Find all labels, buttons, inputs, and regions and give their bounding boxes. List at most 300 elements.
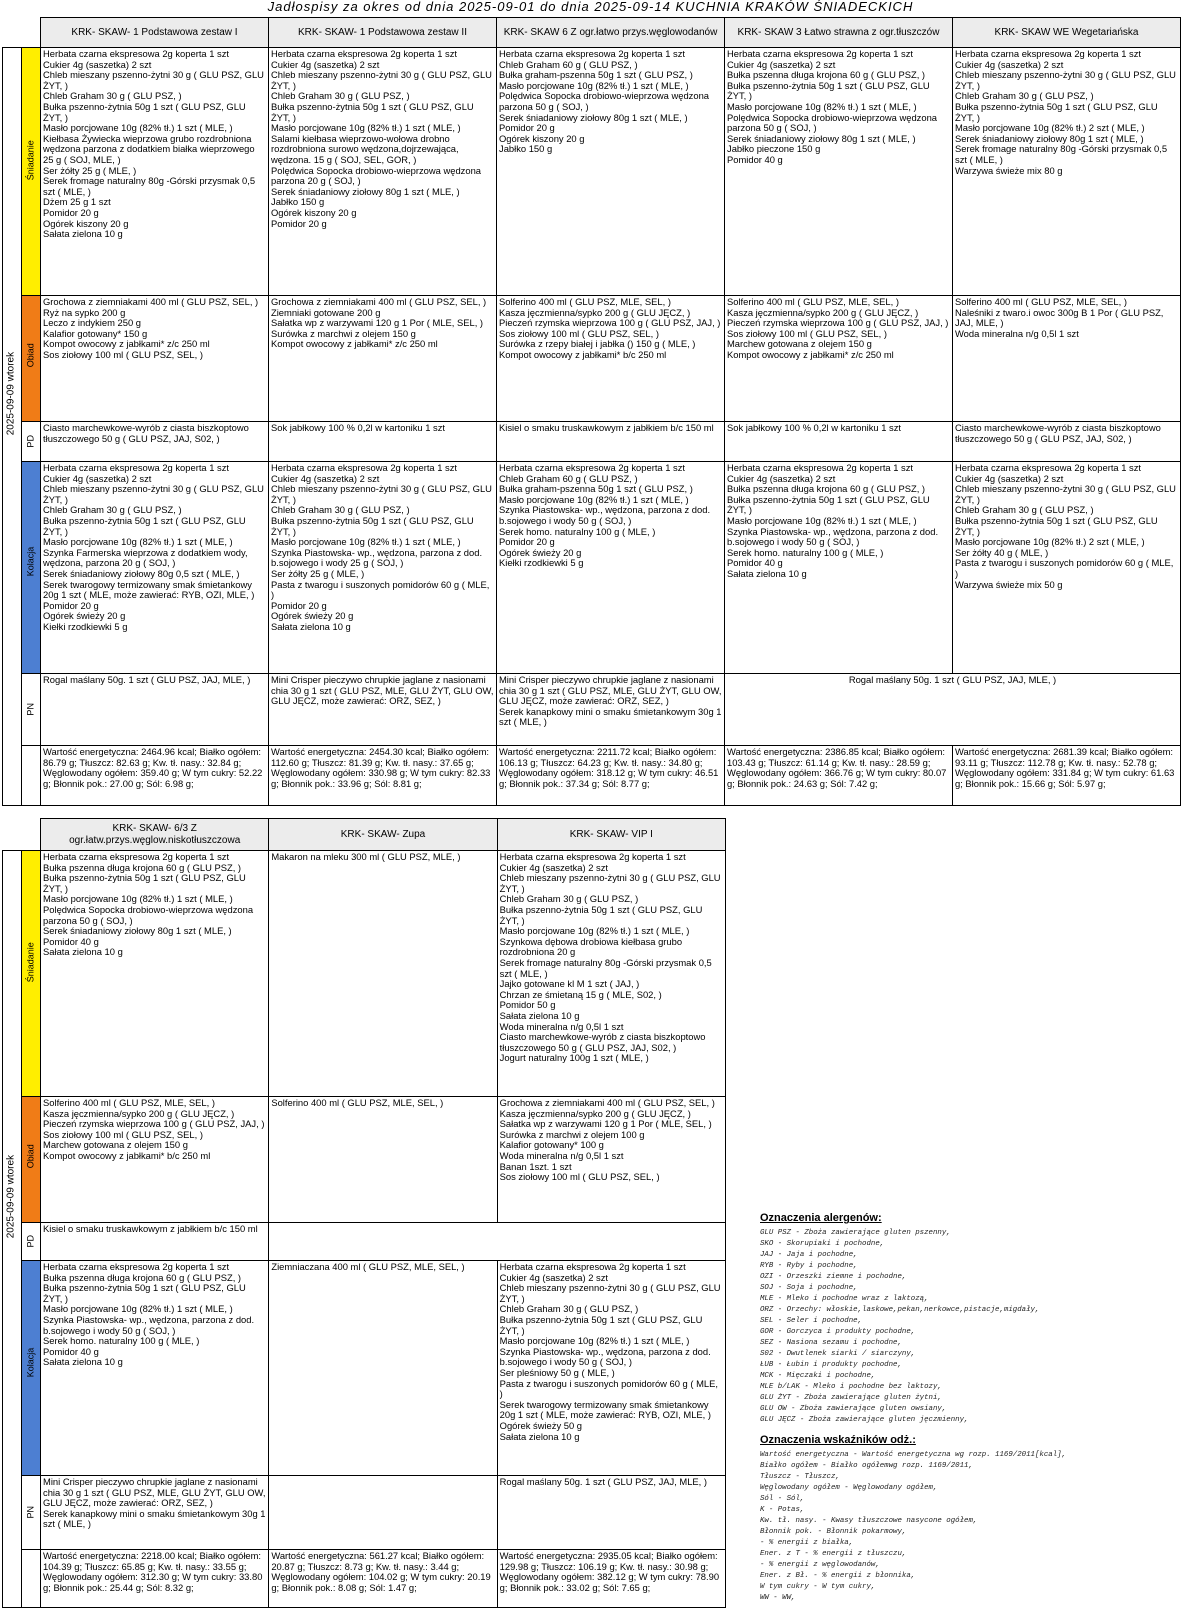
menu-item: Serek homo. naturalny 100 g ( MLE, ) bbox=[727, 546, 884, 558]
menu-item: Grochowa z ziemniakami 400 ml ( GLU PSZ, SEL, ) bbox=[271, 296, 487, 307]
menu-cell bbox=[41, 296, 269, 422]
menu-item: Masło porcjowane 10g (82% tł.) 2 szt ( MLE, ) bbox=[955, 122, 1145, 134]
meal-label-kolacja: Kolacja bbox=[22, 1261, 41, 1476]
menu-item: Cukier 4g (saszetka) 2 szt bbox=[499, 1271, 609, 1283]
nutrition-row bbox=[3, 746, 1181, 806]
menu-cell bbox=[725, 462, 953, 674]
menu-item: Salami kiełbasa wieprzowo-wołowa drobno rozdrobniona surowo wędzona,dojrzewająca, wędzona. 15 g ( SOJ, SEL, GOR, ) bbox=[271, 132, 459, 165]
menu-item: Polędwica Sopocka drobiowo-wieprzowa wędzona parzona 50 g ( SOJ, ) bbox=[727, 111, 938, 134]
menu-item: Ogórek kiszony 20 g bbox=[271, 206, 357, 218]
allergen-line: SOJ - Soja i pochodne, bbox=[760, 1284, 858, 1292]
menu-item: Ogórek kiszony 20 g bbox=[43, 217, 129, 229]
menu-item: Kalafior gotowany* 150 g bbox=[43, 327, 148, 339]
legend bbox=[760, 1212, 1180, 1604]
menu-item: Polędwica Sopocka drobiowo-wieprzowa wędzona parzona 20 g ( SOJ, ) bbox=[271, 164, 482, 187]
menu-cell bbox=[497, 296, 725, 422]
menu-item: Herbata czarna ekspresowa 2g koperta 1 szt bbox=[43, 1261, 230, 1272]
menu-item: Bułka pszenno-żytnia 50g 1 szt ( GLU PSZ, GLU ŻYT, ) bbox=[271, 514, 474, 537]
menu-item: Sos ziołowy 100 ml ( GLU PSZ, SEL, ) bbox=[499, 1171, 660, 1183]
allergen-line: GLU ŻYT - Zboża zawierające gluten żytni, bbox=[760, 1394, 942, 1402]
indicator-line: Kw. tł. nasy. - Kwasy tłuszczowe nasycone ogółem, bbox=[760, 1517, 978, 1525]
menu-item: Chleb Graham 30 g ( GLU PSZ, ) bbox=[271, 90, 410, 102]
menu-item: Woda mineralna n/g 0,5l 1 szt bbox=[955, 327, 1079, 339]
menu-cell bbox=[725, 674, 1181, 746]
indicator-line: Ener. z Bł. - % energii z błonnika, bbox=[760, 1572, 916, 1580]
menu-item: Sos ziołowy 100 ml ( GLU PSZ, SEL, ) bbox=[499, 327, 659, 339]
menu-item: Chleb mieszany pszenno-żytni 30 g ( GLU PSZ, GLU ŻYT, ) bbox=[955, 483, 1176, 505]
menu-item: Bułka pszenno-żytnia 50g 1 szt ( GLU PSZ, GLU ŻYT, ) bbox=[43, 100, 246, 123]
menu-item: Kasza jęczmienna/sypko 200 g ( GLU JĘCZ, ) bbox=[499, 1107, 691, 1119]
menu-cell bbox=[953, 462, 1181, 674]
menu-item: Herbata czarna ekspresowa 2g koperta 1 szt bbox=[43, 851, 230, 862]
menu-item: Jogurt naturalny 100g 1 szt ( MLE, ) bbox=[499, 1052, 649, 1064]
allergen-line: MCK - Mięczaki i pochodne, bbox=[760, 1372, 876, 1380]
menu-item: Masło porcjowane 10g (82% tł.) 2 szt ( MLE, ) bbox=[955, 536, 1145, 548]
menu-item: Ogórek świeży 20 g bbox=[43, 610, 126, 622]
menu-item: Jabłko 150 g bbox=[271, 196, 325, 208]
menu-item: Surówka z marchwi z olejem 100 g bbox=[499, 1128, 645, 1140]
meal-label-pn: PN bbox=[22, 674, 41, 746]
menu-item: Serek fromage naturalny 80g -Górski przysmak 0,5 szt ( MLE, ) bbox=[955, 143, 1168, 165]
menu-item: Pomidor 20 g bbox=[271, 599, 327, 611]
menu-item: Sałata zielona 10 g bbox=[727, 567, 807, 579]
indicator-line: Białko ogółem - Białko ogółemwg rozp. 1169/2011, bbox=[760, 1462, 973, 1470]
menu-item: Bułka pszenno-żytnia 50g 1 szt ( GLU PSZ, GLU ŻYT, ) bbox=[727, 493, 930, 516]
indicator-line: K - Potas, bbox=[760, 1506, 805, 1514]
menu-cell bbox=[41, 674, 269, 746]
menu-item: Herbata czarna ekspresowa 2g koperta 1 szt bbox=[499, 851, 686, 862]
menu-item: Solferino 400 ml ( GLU PSZ, MLE, SEL, ) bbox=[955, 296, 1127, 307]
meal-row-kolacja bbox=[3, 462, 1181, 674]
allergen-line: JAJ - Jaja i pochodne, bbox=[760, 1251, 858, 1259]
menu-item: Bułka pszenno-żytnia 50g 1 szt ( GLU PSZ, GLU ŻYT, ) bbox=[727, 79, 930, 102]
menu-cell bbox=[269, 296, 497, 422]
menu-item: Serek twarogowy termizowany smak śmietankowy 20g 1 szt ( MLE, może zawierać: RYB, OZI, MLE, ) bbox=[499, 1398, 712, 1421]
menu-cell bbox=[41, 422, 269, 462]
allergen-line: MLE - Mleko i pochodne wraz z laktozą, bbox=[760, 1295, 929, 1303]
nutrition-summary: Wartość energetyczna: 2681.39 kcal; Białko ogółem: 93.11 g; Tłuszcz: 112.78 g; Kw. tł. nasy.: 52.78 g; Węglowodany ogółem: 331.84 g; W tym cukry: 61.63 g; Błonnik pok.: 15.66 g; Sól: 5.97 g; bbox=[953, 746, 1181, 806]
menu-item: Ciasto marchewkowe-wyrób z ciasta biszkoptowo tłuszczowego 50 g ( GLU PSZ, JAJ, S02, ) bbox=[43, 422, 249, 444]
indicator-line: Sól - Sól, bbox=[760, 1495, 805, 1503]
menu-item: Masło porcjowane 10g (82% tł.) 1 szt ( MLE, ) bbox=[43, 536, 233, 548]
menu-item: Bułka pszenno-żytnia 50g 1 szt ( GLU PSZ, GLU ŻYT, ) bbox=[43, 1282, 246, 1304]
allergen-line: SEZ - Nasiona sezamu i pochodne, bbox=[760, 1339, 902, 1347]
meal-label-pd: PD bbox=[22, 1223, 41, 1261]
menu-item: Warzywa świeże mix 80 g bbox=[955, 164, 1063, 176]
menu-cell bbox=[497, 1476, 725, 1550]
diet-header: KRK- SKAW- VIP I bbox=[497, 819, 725, 851]
menu-item: Masło porcjowane 10g (82% tł.) 1 szt ( MLE, ) bbox=[499, 493, 689, 505]
menu-item: Solferino 400 ml ( GLU PSZ, MLE, SEL, ) bbox=[499, 296, 671, 307]
menu-item: Szynka Piastowska- wp., wędzona, parzona z dod. b.sojowego i wody 50 g ( SOJ, ) bbox=[727, 525, 939, 548]
meal-label-obiad: Obiad bbox=[22, 296, 41, 422]
menu-item: Cukier 4g (saszetka) 2 szt bbox=[955, 58, 1064, 70]
menu-item: Ciasto marchewkowe-wyrób z ciasta biszkoptowo tłuszczowego 50 g ( GLU PSZ, JAJ, S02, ) bbox=[499, 1031, 706, 1053]
indicators-legend-title: Oznaczenia wskaźników odż.: bbox=[760, 1434, 916, 1446]
diet-header: KRK- SKAW 3 Łatwo strawna z ogr.tłuszczów bbox=[725, 18, 953, 48]
menu-item: Marchew gotowana z olejem 150 g bbox=[43, 1139, 188, 1151]
menu-item: Kisiel o smaku truskawkowym z jabłkiem b/c 150 ml bbox=[499, 422, 714, 433]
menu-item: Naleśniki z twaro.i owoc 300g B 1 Por ( GLU PSZ, JAJ, MLE, ) bbox=[955, 306, 1164, 329]
menu-item: Serek homo. naturalny 100 g ( MLE, ) bbox=[499, 525, 656, 537]
menu-item: Bułka pszenno-żytnia 50g 1 szt ( GLU PSZ, GLU ŻYT, ) bbox=[955, 514, 1158, 537]
meal-row-pd bbox=[3, 422, 1181, 462]
menu-item: Szynka Piastowska- wp., wędzona, parzona z dod. b.sojowego i wody 50 g ( SOJ, ) bbox=[43, 1313, 255, 1336]
allergen-line: GLU OW - Zboża zawierające gluten owsiany, bbox=[760, 1405, 947, 1413]
menu-cell bbox=[269, 674, 497, 746]
meal-label-kolacja: Kolacja bbox=[22, 462, 41, 674]
menu-item: Herbata czarna ekspresowa 2g koperta 1 szt bbox=[955, 462, 1142, 473]
menu-cell bbox=[497, 422, 725, 462]
allergen-line: S02 - Dwutlenek siarki / siarczyny, bbox=[760, 1350, 916, 1358]
menu-item: Sałata zielona 10 g bbox=[43, 1356, 123, 1368]
menu-item: Chleb mieszany pszenno-żytni 30 g ( GLU PSZ, GLU ŻYT, ) bbox=[43, 483, 264, 505]
menu-item: Herbata czarna ekspresowa 2g koperta 1 szt bbox=[499, 462, 686, 473]
menu-item: Pieczeń rzymska wieprzowa 100 g ( GLU PSZ, JAJ, ) bbox=[727, 317, 949, 329]
menu-item: Serek kanapkowy mini o smaku śmietankowym 30g 1 szt ( MLE, ) bbox=[43, 1507, 266, 1530]
indicator-line: Ener. z T - % energii z tłuszczu, bbox=[760, 1550, 907, 1558]
menu-item: Szynka Piastowska- wp., wędzona, parzona z dod. b.sojowego i wody 50 g ( SOJ, ) bbox=[499, 1345, 711, 1368]
menu-item: Pomidor 20 g bbox=[43, 206, 99, 218]
menu-item: Ser żółty 25 g ( MLE, ) bbox=[43, 164, 137, 176]
menu-item: Herbata czarna ekspresowa 2g koperta 1 szt bbox=[271, 48, 458, 59]
menu-item: Herbata czarna ekspresowa 2g koperta 1 szt bbox=[43, 462, 230, 473]
menu-item: Szynka Piastowska- wp., wędzona, parzona z dod. b.sojowego i wody 25 g ( SOJ, ) bbox=[271, 546, 483, 569]
menu-item: Sos ziołowy 100 ml ( GLU PSZ, SEL, ) bbox=[43, 1128, 203, 1140]
allergen-line: GLU JĘCZ - Zboża zawierające gluten jęczmienny, bbox=[760, 1416, 969, 1424]
menu-item: Sos ziołowy 100 ml ( GLU PSZ, SEL, ) bbox=[43, 348, 203, 360]
menu-item: Pomidor 20 g bbox=[43, 599, 99, 611]
menu-item: Pomidor 40 g bbox=[727, 153, 783, 165]
menu-item: Grochowa z ziemniakami 400 ml ( GLU PSZ, SEL, ) bbox=[499, 1097, 715, 1108]
diet-header: KRK- SKAW- 1 Podstawowa zestaw II bbox=[269, 18, 497, 48]
menu-item: Kasza jęczmienna/sypko 200 g ( GLU JĘCZ, ) bbox=[727, 306, 919, 318]
menu-cell bbox=[41, 1223, 269, 1261]
menu-item: Herbata czarna ekspresowa 2g koperta 1 szt bbox=[727, 462, 914, 473]
meal-row-sniadanie bbox=[3, 48, 1181, 296]
diet-header: KRK- SKAW 6 Z ogr.łatwo przys.węglowodanów bbox=[497, 18, 725, 48]
menu-item: Chleb Graham 30 g ( GLU PSZ, ) bbox=[43, 504, 182, 516]
menu-item: Szynka Farmerska wieprzowa z dodatkiem wody, wędzona, parzona 20 g ( SOJ, ) bbox=[43, 546, 248, 569]
menu-item: Mini Crisper pieczywo chrupkie jaglane z nasionami chia 30 g 1 szt ( GLU PSZ, MLE, GLU ŻYT, GLU OW, GLU JĘCZ, może zawierać: ORZ, SEZ, ) bbox=[271, 674, 494, 707]
menu-item: Rogal maślany 50g. 1 szt ( GLU PSZ, JAJ, MLE, ) bbox=[848, 674, 1057, 685]
allergen-line: SEL - Seler i pochodne, bbox=[760, 1317, 863, 1325]
menu-item: Herbata czarna ekspresowa 2g koperta 1 szt bbox=[499, 1261, 686, 1272]
menu-item: Kalafior gotowany* 100 g bbox=[499, 1139, 604, 1151]
menu-item: Leczo z indykiem 250 g bbox=[43, 317, 141, 329]
menu-item: Sok jabłkowy 100 % 0,2l w kartoniku 1 szt bbox=[727, 422, 902, 433]
menu-item: Polędwica Sopocka drobiowo-wieprzowa wędzona parzona 50 g ( SOJ, ) bbox=[43, 903, 254, 926]
menu-item: Bułka pszenna długa krojona 60 g ( GLU PSZ, ) bbox=[727, 69, 926, 81]
menu-cell bbox=[41, 1476, 269, 1550]
menu-item: Pomidor 50 g bbox=[499, 999, 556, 1011]
nutrition-summary: Wartość energetyczna: 561.27 kcal; Białko ogółem: 20.87 g; Tłuszcz: 8.73 g; Kw. tł. nasy.: 3.44 g; Węglowodany ogółem: 104.02 g; W tym cukry: 20.19 g; Błonnik pok.: 8.08 g; Sól: 1.47 g; bbox=[269, 1550, 497, 1608]
menu-table-2 bbox=[2, 818, 726, 1608]
menu-item: Sałatka wp z warzywami 120 g 1 Por ( MLE, SEL, ) bbox=[499, 1118, 712, 1130]
menu-cell bbox=[41, 1097, 269, 1223]
menu-item: Pomidor 40 g bbox=[43, 935, 99, 947]
menu-item: Serek śniadaniowy ziołowy 80g 0,5 szt ( MLE, ) bbox=[43, 567, 240, 579]
menu-item: Herbata czarna ekspresowa 2g koperta 1 szt bbox=[955, 48, 1142, 59]
menu-item: Warzywa świeże mix 50 g bbox=[955, 578, 1063, 590]
allergen-line: ŁUB - Łubin i produkty pochodne, bbox=[760, 1361, 902, 1369]
allergen-line: RYB - Ryby i pochodne, bbox=[760, 1262, 858, 1270]
menu-item: Solferino 400 ml ( GLU PSZ, MLE, SEL, ) bbox=[43, 1097, 215, 1108]
menu-item: Pomidor 40 g bbox=[43, 1345, 99, 1357]
menu-item: Ogórek świeży 20 g bbox=[499, 546, 582, 558]
menu-item: Herbata czarna ekspresowa 2g koperta 1 szt bbox=[271, 462, 458, 473]
menu-item: Dżem 25 g 1 szt bbox=[43, 196, 111, 208]
menu-cell bbox=[497, 851, 725, 1097]
menu-item: Kasza jęczmienna/sypko 200 g ( GLU JĘCZ, ) bbox=[43, 1107, 235, 1119]
indicator-line: Błonnik pok. - Błonnik pokarmowy, bbox=[760, 1528, 907, 1536]
menu-cell bbox=[497, 48, 725, 296]
menu-item: Solferino 400 ml ( GLU PSZ, MLE, SEL, ) bbox=[727, 296, 899, 307]
menu-item: Serek śniadaniowy ziołowy 80g 1 szt ( MLE, ) bbox=[43, 925, 232, 937]
menu-item: Kiełki rzodkiewki 5 g bbox=[43, 620, 128, 632]
nutrition-summary: Wartość energetyczna: 2935.05 kcal; Białko ogółem: 129.98 g; Tłuszcz: 106.19 g; Kw. tł. nasy.: 30.98 g; Węglowodany ogółem: 382.12 g; W tym cukry: 78.90 g; Błonnik pok.: 33.02 g; Sól: 7.65 g; bbox=[497, 1550, 725, 1608]
menu-item: Sałata zielona 10 g bbox=[499, 1430, 580, 1442]
menu-item: Sos ziołowy 100 ml ( GLU PSZ, SEL, ) bbox=[727, 327, 887, 339]
menu-item: Kasza jęczmienna/sypko 200 g ( GLU JĘCZ, ) bbox=[499, 306, 691, 318]
menu-item: Chleb Graham 30 g ( GLU PSZ, ) bbox=[955, 504, 1094, 516]
menu-item: Kompot owocowy z jabłkami* b/c 250 ml bbox=[43, 1149, 211, 1161]
menu-item: Herbata czarna ekspresowa 2g koperta 1 szt bbox=[727, 48, 914, 59]
menu-item: Masło porcjowane 10g (82% tł.) 1 szt ( MLE, ) bbox=[43, 893, 233, 905]
date-label: 2025-09-09 wtorek bbox=[3, 48, 22, 806]
menu-item: Masło porcjowane 10g (82% tł.) 1 szt ( MLE, ) bbox=[271, 536, 461, 548]
menu-item: Ciasto marchewkowe-wyrób z ciasta biszkoptowo tłuszczowego 50 g ( GLU PSZ, JAJ, S02, ) bbox=[955, 422, 1161, 444]
menu-cell bbox=[269, 851, 497, 1097]
menu-item: Chleb Graham 60 g ( GLU PSZ, ) bbox=[499, 58, 638, 70]
menu-item: Serek fromage naturalny 80g -Górski przysmak 0,5 szt ( MLE, ) bbox=[43, 175, 256, 197]
menu-item: Pomidor 20 g bbox=[271, 217, 327, 229]
menu-item: Chleb Graham 30 g ( GLU PSZ, ) bbox=[499, 1303, 639, 1315]
menu-item: Serek śniadaniowy ziołowy 80g 1 szt ( MLE, ) bbox=[727, 132, 916, 144]
menu-item: Chleb mieszany pszenno-żytni 30 g ( GLU PSZ, GLU ŻYT, ) bbox=[955, 69, 1176, 91]
menu-item: Bułka pszenno-żytnia 50g 1 szt ( GLU PSZ, GLU ŻYT, ) bbox=[955, 100, 1158, 123]
menu-item: Masło porcjowane 10g (82% tł.) 1 szt ( MLE, ) bbox=[727, 514, 917, 526]
menu-cell bbox=[269, 462, 497, 674]
menu-item: Masło porcjowane 10g (82% tł.) 1 szt ( MLE, ) bbox=[43, 122, 233, 134]
menu-cell bbox=[269, 1476, 497, 1550]
meal-label-pn: PN bbox=[22, 1476, 41, 1550]
menu-item: Ogórek świeży 50 g bbox=[499, 1419, 582, 1431]
menu-item: Woda mineralna n/g 0,5l 1 szt bbox=[499, 1149, 624, 1161]
menu-item: Sok jabłkowy 100 % 0,2l w kartoniku 1 szt bbox=[271, 422, 446, 433]
menu-item: Kompot owocowy z jabłkami* z/c 250 ml bbox=[43, 338, 210, 350]
meal-label-obiad: Obiad bbox=[22, 1097, 41, 1223]
menu-item: Surówka z rzepy białej i jabłka () 150 g ( MLE, ) bbox=[499, 338, 696, 350]
menu-item: Ogórek kiszony 20 g bbox=[499, 132, 585, 144]
menu-item: Kompot owocowy z jabłkami* z/c 250 ml bbox=[727, 348, 894, 360]
menu-cell bbox=[41, 48, 269, 296]
menu-item: Rogal maślany 50g. 1 szt ( GLU PSZ, JAJ, MLE, ) bbox=[499, 1476, 708, 1487]
menu-item: Chleb Graham 30 g ( GLU PSZ, ) bbox=[271, 504, 410, 516]
menu-item: Chleb Graham 30 g ( GLU PSZ, ) bbox=[955, 90, 1094, 102]
nutrition-summary: Wartość energetyczna: 2211.72 kcal; Białko ogółem: 106.13 g; Tłuszcz: 64.23 g; Kw. tł. nasy.: 34.80 g; Węglowodany ogółem: 318.12 g; W tym cukry: 46.51 g; Błonnik pok.: 37.34 g; Sól: 8.77 g; bbox=[497, 746, 725, 806]
allergen-line: GLU PSZ - Zboża zawierające gluten pszenny, bbox=[760, 1229, 951, 1237]
menu-item: Cukier 4g (saszetka) 2 szt bbox=[271, 472, 380, 484]
menu-item: Pasta z twarogu i suszonych pomidorów 60 g ( MLE, ) bbox=[271, 578, 490, 601]
menu-item: Kiełki rzodkiewki 5 g bbox=[499, 557, 584, 569]
indicator-line: W tym cukry - W tym cukry, bbox=[760, 1583, 876, 1591]
allergen-line: GOR - Gorczyca i produkty pochodne, bbox=[760, 1328, 916, 1336]
menu-item: Chleb mieszany pszenno-żytni 30 g ( GLU PSZ, GLU ŻYT, ) bbox=[43, 69, 264, 91]
menu-cell bbox=[953, 296, 1181, 422]
menu-item: Kompot owocowy z jabłkami* z/c 250 ml bbox=[271, 338, 438, 350]
menu-item: Herbata czarna ekspresowa 2g koperta 1 szt bbox=[43, 48, 230, 59]
menu-item: Pomidor 20 g bbox=[499, 536, 555, 548]
nutrition-summary: Wartość energetyczna: 2218.00 kcal; Białko ogółem: 104.39 g; Tłuszcz: 65.85 g; Kw. tł. nasy.: 33.55 g; Węglowodany ogółem: 312.30 g; W tym cukry: 33.80 g; Błonnik pok.: 25.44 g; Sól: 8.32 g; bbox=[41, 1550, 269, 1608]
menu-item: Cukier 4g (saszetka) 2 szt bbox=[955, 472, 1064, 484]
meal-row-obiad bbox=[3, 1097, 726, 1223]
menu-item: Pomidor 40 g bbox=[727, 557, 783, 569]
menu-item: Cukier 4g (saszetka) 2 szt bbox=[499, 861, 609, 873]
menu-item: Sałata zielona 10 g bbox=[271, 620, 351, 632]
menu-item: Bułka graham-pszenna 50g 1 szt ( GLU PSZ, ) bbox=[499, 483, 693, 495]
menu-item: Polędwica Sopocka drobiowo-wieprzowa wędzona parzona 50 g ( SOJ, ) bbox=[499, 90, 710, 112]
menu-item: Bułka pszenno-żytnia 50g 1 szt ( GLU PSZ, GLU ŻYT, ) bbox=[43, 872, 246, 894]
meal-row-sniadanie bbox=[3, 851, 726, 1097]
menu-item: Sałata zielona 10 g bbox=[43, 228, 123, 240]
menu-item: Serek kanapkowy mini o smaku śmietankowym 30g 1 szt ( MLE, ) bbox=[499, 705, 722, 728]
allergens-legend-title: Oznaczenia alergenów: bbox=[760, 1212, 882, 1224]
menu-item: Surówka z marchwi z olejem 150 g bbox=[271, 327, 416, 339]
menu-item: Kisiel o smaku truskawkowym z jabłkiem b/c 150 ml bbox=[43, 1223, 258, 1234]
menu-item: Chleb mieszany pszenno-żytni 30 g ( GLU PSZ, GLU ŻYT, ) bbox=[271, 69, 492, 91]
menu-item: Pomidor 20 g bbox=[499, 122, 555, 134]
meal-row-pn bbox=[3, 674, 1181, 746]
diet-header: KRK- SKAW- 1 Podstawowa zestaw I bbox=[41, 18, 269, 48]
menu-cell bbox=[269, 1097, 497, 1223]
menu-item: Bułka graham-pszenna 50g 1 szt ( GLU PSZ, ) bbox=[499, 69, 693, 81]
menu-cell bbox=[41, 851, 269, 1097]
menu-item: Bułka pszenno-żytnia 50g 1 szt ( GLU PSZ, GLU ŻYT, ) bbox=[499, 1313, 703, 1336]
menu-cell bbox=[497, 1097, 725, 1223]
menu-cell bbox=[725, 296, 953, 422]
indicator-line: WW - WW, bbox=[760, 1594, 796, 1602]
menu-item: Chrzan ze śmietaną 15 g ( MLE, S02, ) bbox=[499, 988, 662, 1000]
menu-item: Serek twarogowy termizowany smak śmietankowy 20g 1 szt ( MLE, może zawierać: RYB, OZI, MLE, ) bbox=[43, 578, 255, 601]
menu-cell bbox=[269, 1261, 497, 1476]
meal-label-sniadanie: Śniadanie bbox=[22, 851, 41, 1097]
menu-item: Makaron na mleku 300 ml ( GLU PSZ, MLE, ) bbox=[271, 851, 461, 862]
menu-item: Bułka pszenno-żytnia 50g 1 szt ( GLU PSZ, GLU ŻYT, ) bbox=[271, 100, 474, 123]
menu-item: Kompot owocowy z jabłkami* b/c 250 ml bbox=[499, 348, 667, 360]
date-label: 2025-09-09 wtorek bbox=[3, 851, 22, 1608]
menu-item: Jabłko pieczone 150 g bbox=[727, 143, 821, 155]
menu-item: Serek śniadaniowy ziołowy 80g 1 szt ( MLE, ) bbox=[271, 185, 460, 197]
menu-item: Masło porcjowane 10g (82% tł.) 1 szt ( MLE, ) bbox=[43, 1303, 233, 1315]
indicators-legend-list bbox=[760, 1450, 1180, 1604]
nutrition-row bbox=[3, 1550, 726, 1608]
menu-cell bbox=[41, 1261, 269, 1476]
menu-item: Masło porcjowane 10g (82% tł.) 1 szt ( MLE, ) bbox=[271, 122, 461, 134]
menu-item: Ryż na sypko 200 g bbox=[43, 306, 126, 318]
menu-item: Chleb mieszany pszenno-żytni 30 g ( GLU PSZ, GLU ŻYT, ) bbox=[499, 872, 721, 894]
meal-label-pd: PD bbox=[22, 422, 41, 462]
menu-item: Woda mineralna n/g 0,5l 1 szt bbox=[499, 1020, 624, 1032]
indicator-line: Węglowodany ogółem - Węglowodany ogółem, bbox=[760, 1484, 938, 1492]
menu-cell bbox=[269, 48, 497, 296]
menu-cell bbox=[41, 462, 269, 674]
menu-item: Marchew gotowana z olejem 150 g bbox=[727, 338, 872, 350]
meal-row-obiad bbox=[3, 296, 1181, 422]
menu-item: Serek śniadaniowy ziołowy 80g 1 szt ( MLE, ) bbox=[955, 132, 1144, 144]
diet-header: KRK- SKAW- 6/3 Z ogr.łatw.przys.węglow.niskotłuszczowa bbox=[41, 819, 269, 851]
menu-item: Sałatka wp z warzywami 120 g 1 Por ( MLE, SEL, ) bbox=[271, 317, 484, 329]
menu-cell bbox=[725, 422, 953, 462]
menu-item: Jajko gotowane kl M 1 szt ( JAJ, ) bbox=[499, 978, 640, 990]
menu-item: Pieczeń rzymska wieprzowa 100 g ( GLU PSZ, JAJ, ) bbox=[43, 1118, 265, 1130]
menu-item: Szynkowa dębowa drobiowa kiełbasa grubo rozdrobniona 20 g bbox=[499, 935, 683, 958]
menu-item: Bułka pszenna długa krojona 60 g ( GLU PSZ, ) bbox=[727, 483, 926, 495]
meal-label-sniadanie: Śniadanie bbox=[22, 48, 41, 296]
page-title: Jadłospisy za okres od dnia 2025-09-01 do dnia 2025-09-14 KUCHNIA KRAKÓW ŚNIADECKICH bbox=[267, 0, 914, 14]
menu-item: Chleb mieszany pszenno-żytni 30 g ( GLU PSZ, GLU ŻYT, ) bbox=[271, 483, 492, 505]
nutrition-summary: Wartość energetyczna: 2464.96 kcal; Białko ogółem: 86.79 g; Tłuszcz: 82.63 g; Kw. tł. nasy.: 32.84 g; Węglowodany ogółem: 359.40 g; W tym cukry: 52.22 g; Błonnik pok.: 27.00 g; Sól: 6.98 g; bbox=[41, 746, 269, 806]
menu-item: Cukier 4g (saszetka) 2 szt bbox=[271, 58, 380, 70]
menu-item: Sałata zielona 10 g bbox=[43, 946, 123, 958]
menu-item: Bułka pszenna długa krojona 60 g ( GLU PSZ, ) bbox=[43, 861, 242, 873]
menu-item: Masło porcjowane 10g (82% tł.) 1 szt ( MLE, ) bbox=[499, 1335, 690, 1347]
meal-row-kolacja bbox=[3, 1261, 726, 1476]
menu-cell bbox=[497, 674, 725, 746]
allergen-line: ORZ - Orzechy: włoskie,laskowe,pekan,nerkowce,pistacje,migdały, bbox=[760, 1306, 1040, 1314]
menu-cell bbox=[953, 422, 1181, 462]
menu-item: Cukier 4g (saszetka) 2 szt bbox=[727, 472, 836, 484]
menu-item: Banan 1szt. 1 szt bbox=[499, 1160, 572, 1172]
menu-item: Solferino 400 ml ( GLU PSZ, MLE, SEL, ) bbox=[271, 1097, 444, 1108]
menu-cell bbox=[497, 462, 725, 674]
menu-item: Mini Crisper pieczywo chrupkie jaglane z nasionami chia 30 g 1 szt ( GLU PSZ, MLE, GLU ŻYT, GLU OW, GLU JĘCZ, może zawierać: ORZ, SEZ, ) bbox=[499, 674, 722, 707]
menu-item: Ziemniaki gotowane 200 g bbox=[271, 306, 381, 318]
allergen-line: SKO - Skorupiaki i pochodne, bbox=[760, 1240, 885, 1248]
menu-item: Sałata zielona 10 g bbox=[499, 1009, 580, 1021]
indicator-line: - % energii z węglowodanów, bbox=[760, 1561, 880, 1569]
menu-item: Bułka pszenna długa krojona 60 g ( GLU PSZ, ) bbox=[43, 1271, 242, 1283]
menu-item: Pasta z twarogu i suszonych pomidorów 60 g ( MLE, ) bbox=[955, 557, 1174, 579]
menu-cell bbox=[725, 48, 953, 296]
indicator-line: - % energii z białka, bbox=[760, 1539, 854, 1547]
menu-item: Ogórek świeży 20 g bbox=[271, 610, 354, 622]
menu-table-1 bbox=[2, 17, 1181, 806]
menu-item: Ser żółty 25 g ( MLE, ) bbox=[271, 567, 365, 579]
menu-item: Kiełbasa Żywiecka wieprzowa grubo rozdrobniona wędzona parzona z dodatkiem białka wieprzowego 25 g ( SOJ, MLE, ) bbox=[43, 132, 255, 165]
menu-item: Mini Crisper pieczywo chrupkie jaglane z nasionami chia 30 g 1 szt ( GLU PSZ, MLE, GLU ŻYT, GLU OW, GLU JĘCZ, może zawierać: ORZ, SEZ, ) bbox=[43, 1476, 266, 1509]
menu-item: Chleb mieszany pszenno-żytni 30 g ( GLU PSZ, GLU ŻYT, ) bbox=[499, 1282, 721, 1304]
menu-item: Pieczeń rzymska wieprzowa 100 g ( GLU PSZ, JAJ, ) bbox=[499, 317, 721, 329]
nutrition-summary: Wartość energetyczna: 2454.30 kcal; Białko ogółem: 112.60 g; Tłuszcz: 81.39 g; Kw. tł. nasy.: 37.65 g; Węglowodany ogółem: 330.98 g; W tym cukry: 82.33 g; Błonnik pok.: 33.96 g; Sól: 8.81 g; bbox=[269, 746, 497, 806]
menu-item: Serek śniadaniowy ziołowy 80g 1 szt ( MLE, ) bbox=[499, 111, 688, 123]
menu-item: Herbata czarna ekspresowa 2g koperta 1 szt bbox=[499, 48, 686, 59]
menu-item: Bułka pszenno-żytnia 50g 1 szt ( GLU PSZ, GLU ŻYT, ) bbox=[43, 514, 246, 537]
diet-header: KRK- SKAW- Zupa bbox=[269, 819, 497, 851]
menu-item: Masło porcjowane 10g (82% tł.) 1 szt ( MLE, ) bbox=[499, 79, 689, 91]
menu-cell bbox=[269, 422, 497, 462]
indicator-line: Wartość energetyczna - Wartość energetyczna wg rozp. 1169/2011[kcal], bbox=[760, 1451, 1067, 1459]
menu-item: Serek fromage naturalny 80g -Górski przysmak 0,5 szt ( MLE, ) bbox=[499, 956, 712, 979]
menu-item: Cukier 4g (saszetka) 2 szt bbox=[43, 472, 152, 484]
menu-item: Ziemniaczana 400 ml ( GLU PSZ, MLE, SEL, ) bbox=[271, 1261, 465, 1272]
menu-item: Masło porcjowane 10g (82% tł.) 1 szt ( MLE, ) bbox=[499, 925, 690, 937]
meal-row-pn bbox=[3, 1476, 726, 1550]
menu-item: Grochowa z ziemniakami 400 ml ( GLU PSZ, SEL, ) bbox=[43, 296, 259, 307]
diet-header: KRK- SKAW WE Wegetariańska bbox=[953, 18, 1181, 48]
menu-item: Ser żółty 40 g ( MLE, ) bbox=[955, 546, 1049, 558]
menu-item: Masło porcjowane 10g (82% tł.) 1 szt ( MLE, ) bbox=[727, 100, 917, 112]
